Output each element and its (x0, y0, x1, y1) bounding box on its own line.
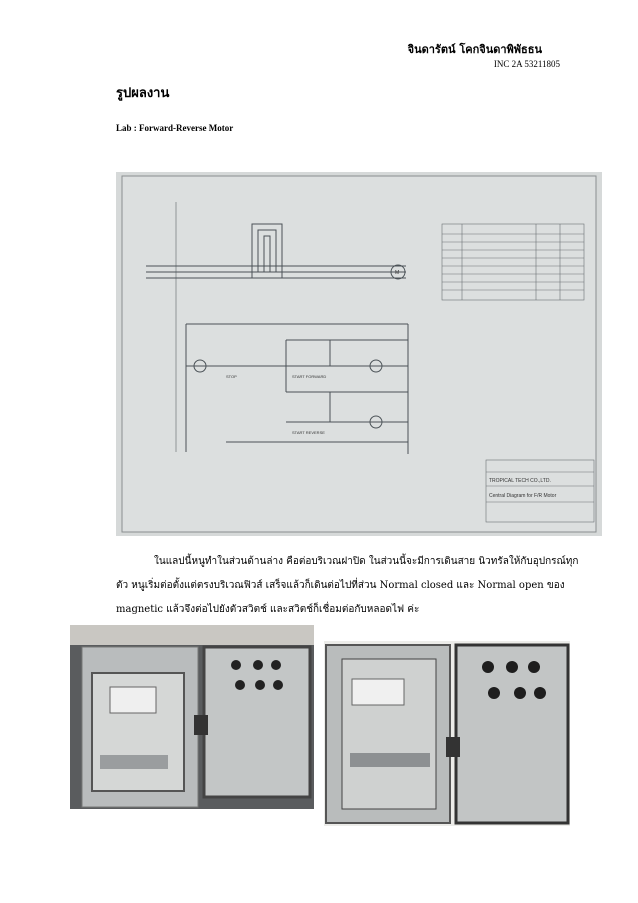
lab-description: ในแลปนี้หนูทำในส่วนด้านล่าง คือต่อบริเวณฝาปิด ในส่วนนี้จะมีการเดินสาย นิวทรัลให้กับอุปกรณ์ทุกตัว หนูเริ่มต่อตั้งแต่ตรงบริเวณฟิวส์ เสร็จแล้วก็เดินต่อไปที่ส่วน Normal closed และ Normal open ของ magnetic แล้วจึงต่อไปยังตัวสวิตช์ และสวิตช์ก็เชื่อมต่อกับหลอดไฟ ค่ะ (116, 556, 579, 615)
section-title: รูปผลงาน (116, 86, 170, 101)
schematic-start-reverse-label: START REVERSE (292, 430, 325, 435)
schematic-start-forward-label: START FORWARD (292, 374, 327, 379)
author-name: จินดารัตน์ โคกจินดาพิพัธธน (407, 43, 542, 56)
cabinet-photo-2 (324, 641, 570, 826)
schematic-photo (116, 172, 602, 536)
schematic-diagram-title: Central Diagram for F/R Motor (489, 493, 557, 499)
schematic-motor-label: M (395, 270, 400, 276)
course-code: INC 2A 53211805 (493, 59, 560, 69)
lab-title: Lab : Forward-Reverse Motor (116, 123, 234, 133)
cabinet-photo-1 (70, 625, 314, 809)
schematic-company-label: TROPICAL TECH CO.,LTD. (489, 478, 551, 484)
schematic-stop-label: STOP (226, 374, 237, 379)
